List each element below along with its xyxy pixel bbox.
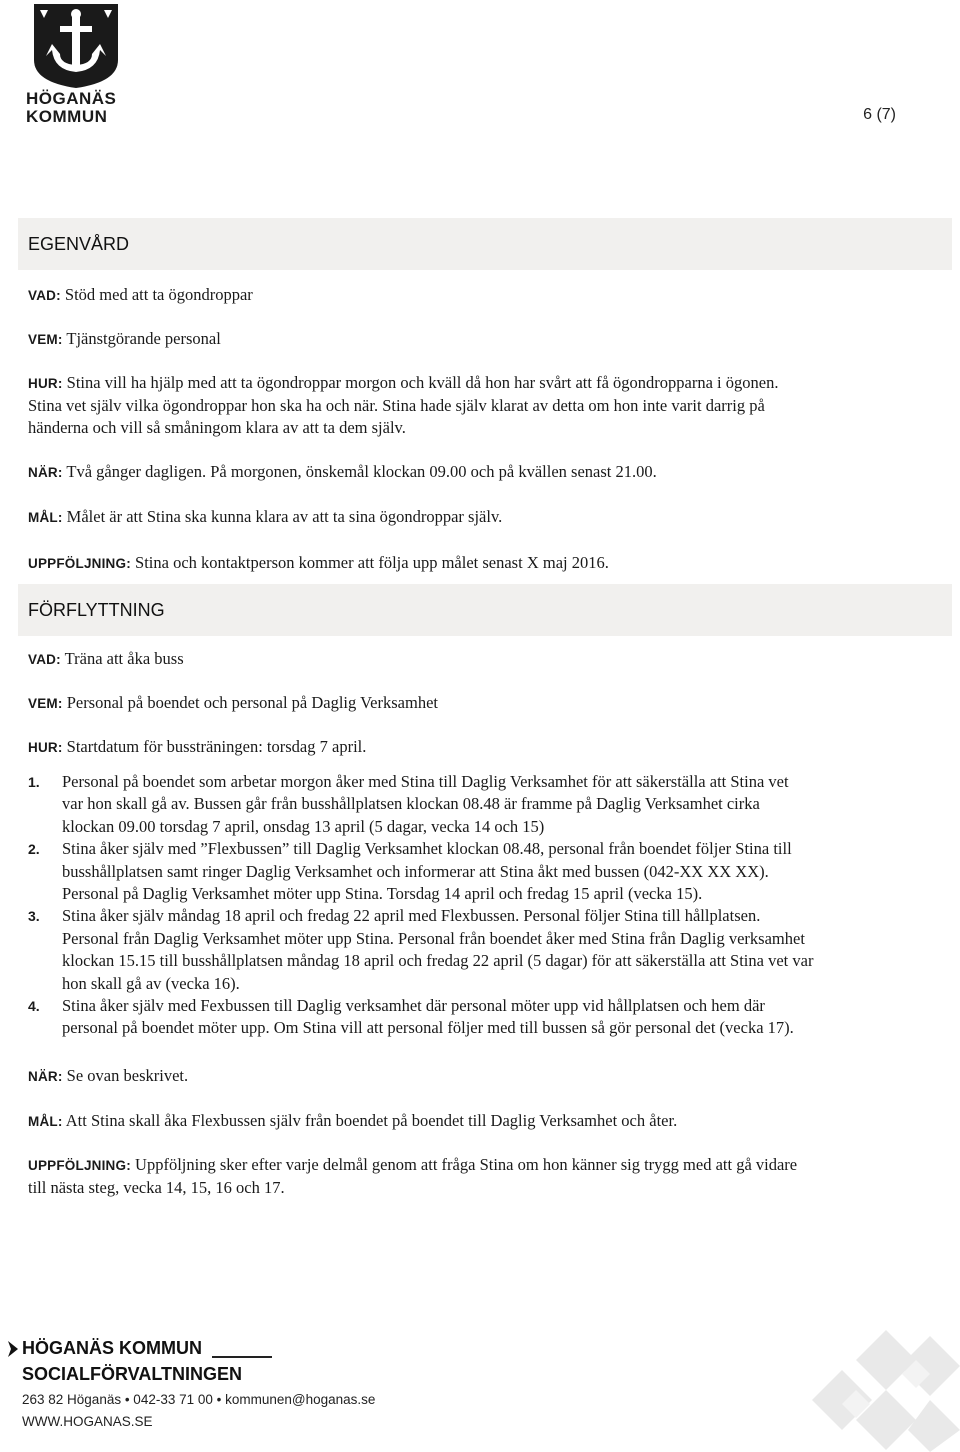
footer-rule — [212, 1356, 272, 1358]
step-line: busshållplatsen samt ringer Daglig Verksamhet och informerar att Stina åkt med bussen (042-XX XX XX). — [62, 861, 769, 881]
uppfoljning-line-2: till nästa steg, vecka 14, 15, 16 och 17. — [28, 1178, 285, 1197]
hur-line-2: Stina vet själv vilka ögondroppar hon ska ha och när. Stina hade själv klarat av detta om hon inte varit darrig på — [28, 396, 765, 415]
mal-text: Att Stina skall åka Flexbussen själv från boendet på boendet till Daglig Verksamhet och åter. — [65, 1111, 678, 1130]
footer-org-name: HÖGANÄS KOMMUN — [22, 1338, 202, 1358]
vem-label: VEM: — [28, 332, 63, 347]
footer-department: SOCIALFÖRVALTNINGEN — [22, 1364, 242, 1384]
step-line: Personal på boendet som arbetar morgon åker med Stina till Daglig Verksamhet för att säkerställa att Stina vet — [62, 772, 789, 791]
section-title: EGENVÅRD — [28, 233, 130, 254]
uppfoljning-label: UPPFÖLJNING: — [28, 1158, 131, 1173]
section-heading-egenvard — [18, 218, 952, 270]
uppfoljning-label: UPPFÖLJNING: — [28, 556, 131, 571]
nar-text: Se ovan beskrivet. — [66, 1066, 189, 1085]
section-heading-forflyttning — [18, 584, 952, 636]
step-line: Personal från Daglig Verksamhet möter upp Stina. Personal från boendet åker med Stina från Daglig verksamhet — [62, 928, 805, 948]
hur-text: Startdatum för bussträningen: torsdag 7 april. — [66, 737, 367, 756]
vem-label: VEM: — [28, 696, 63, 711]
vad-label: VAD: — [28, 288, 61, 303]
nar-label: NÄR: — [28, 1069, 63, 1084]
footer-website: WWW.HOGANAS.SE — [22, 1414, 153, 1429]
list-item — [28, 838, 928, 905]
hur-line-3: händerna och vill så småningom klara av att ta dem själv. — [28, 418, 406, 437]
list-item — [28, 995, 928, 1040]
vem-text: Tjänstgörande personal — [66, 329, 221, 348]
anchor-crest-icon — [26, 2, 126, 88]
egenvard-hur — [28, 372, 928, 439]
egenvard-vad — [28, 284, 928, 307]
hur-line-1: Stina vill ha hjälp med att ta ögondroppar morgon och kväll då hon har svårt att få ögondropparna i ögonen. — [66, 373, 779, 392]
step-line: Stina åker själv med Fexbussen till Daglig verksamhet där personal möter upp vid hållplatsen och hem där — [62, 996, 765, 1016]
step-list — [28, 771, 928, 1040]
mal-label: MÅL: — [28, 510, 63, 525]
vem-text: Personal på boendet och personal på Daglig Verksamhet — [66, 693, 438, 712]
step-number: 1. — [28, 774, 40, 790]
chevron-right-icon — [6, 1340, 20, 1358]
forflyttning-uppfoljning — [28, 1154, 928, 1199]
forflyttning-vad — [28, 648, 928, 671]
step-line: Stina åker själv med ”Flexbussen” till Daglig Verksamhet klockan 08.48, personal från boendet följer Stina till — [62, 839, 792, 859]
footer-contact: 263 82 Höganäs • 042-33 71 00 • kommunen@hoganas.se — [22, 1392, 376, 1407]
list-item — [28, 905, 928, 995]
nar-label: NÄR: — [28, 465, 63, 480]
section-title: FÖRFLYTTNING — [28, 599, 165, 620]
hur-label: HUR: — [28, 376, 63, 391]
logo-line-1: HÖGANÄS — [26, 89, 117, 108]
nar-text: Två gånger dagligen. På morgonen, önskemål klockan 09.00 och på kvällen senast 21.00. — [66, 462, 657, 481]
mal-label: MÅL: — [28, 1114, 63, 1129]
step-line: hon skall gå av (vecka 16). — [62, 973, 240, 993]
step-number: 3. — [28, 908, 40, 925]
uppfoljning-line-1: Uppföljning sker efter varje delmål genom att fråga Stina om hon känner sig trygg med att gå vidare — [135, 1155, 798, 1174]
step-line: Personal på Daglig Verksamhet möter upp Stina. Torsdag 14 april och fredag 15 april (vecka 15). — [62, 884, 703, 904]
step-line: var hon skall gå av. Bussen går från busshållplatsen klockan 08.48 är framme på Daglig Verksamhet cirka — [62, 794, 760, 814]
forflyttning-hur — [28, 736, 928, 759]
vad-text: Träna att åka buss — [64, 649, 184, 668]
hoganas-logo — [26, 2, 126, 128]
egenvard-nar — [28, 461, 928, 484]
page-footer — [0, 1330, 960, 1452]
forflyttning-mal — [28, 1110, 928, 1133]
uppfoljning-text: Stina och kontaktperson kommer att följa upp målet senast X maj 2016. — [135, 553, 609, 572]
egenvard-vem — [28, 328, 928, 351]
page-number: 6 (7) — [863, 106, 896, 123]
logo-line-2: KOMMUN — [26, 107, 108, 126]
step-number: 2. — [28, 841, 40, 858]
diamond-pattern-icon — [812, 1330, 960, 1452]
list-item — [28, 771, 928, 838]
step-line: Stina åker själv måndag 18 april och fredag 22 april med Flexbussen. Personal följer Stina till hållplatsen. — [62, 906, 761, 926]
vad-text: Stöd med att ta ögondroppar — [64, 285, 253, 304]
step-line: personal på boendet möter upp. Om Stina vill att personal följer med till bussen så gör personal det (vecka 17). — [62, 1018, 794, 1038]
step-line: klockan 15.15 till busshållplatsen måndag 18 april och fredag 22 april (5 dagar) för att säkerställa att Stina vet var — [62, 951, 814, 971]
forflyttning-nar — [28, 1065, 928, 1088]
forflyttning-vem — [28, 692, 928, 715]
vad-label: VAD: — [28, 652, 61, 667]
egenvard-uppfoljning — [28, 552, 928, 575]
mal-text: Målet är att Stina ska kunna klara av att ta sina ögondroppar själv. — [66, 507, 503, 526]
egenvard-mal — [28, 506, 928, 529]
hur-label: HUR: — [28, 740, 63, 755]
step-number: 4. — [28, 998, 40, 1015]
step-line: klockan 09.00 torsdag 7 april, onsdag 13 april (5 dagar, vecka 14 och 15) — [62, 816, 545, 836]
